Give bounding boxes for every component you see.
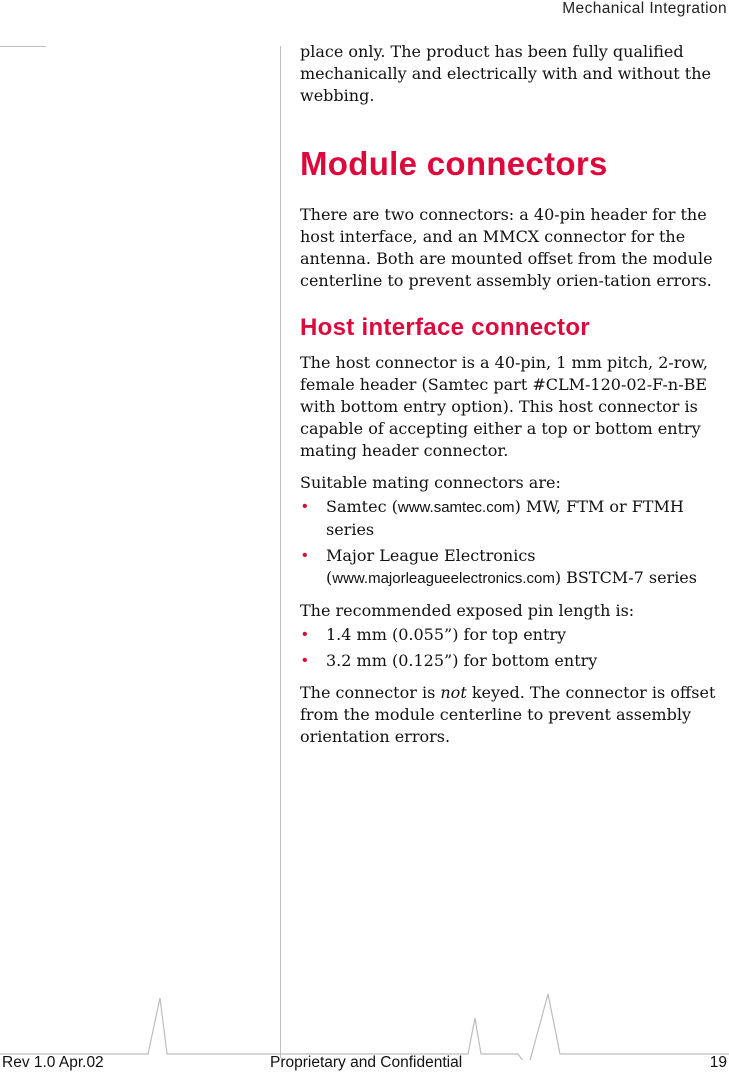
footer-waveform-decoration: [0, 990, 729, 1060]
footer-confidentiality: Proprietary and Confidential: [270, 1054, 463, 1071]
list-item-text: ) MW, FTM or FTMH series: [326, 497, 684, 539]
pin-length-intro: The recommended exposed pin length is:: [300, 601, 635, 620]
bullet-icon: •: [302, 498, 308, 515]
list-item-text: 1.4 mm (0.055”) for top entry: [326, 625, 567, 644]
keyed-text: The connector is: [300, 683, 441, 702]
keyed-text: keyed. The connector is offset from the module centerline to prevent assembly orientation errors.: [300, 683, 716, 746]
samtec-link[interactable]: www.samtec.com: [397, 499, 515, 516]
list-item: [300, 496, 729, 541]
list-item: [300, 545, 729, 590]
header-rule: [0, 46, 46, 47]
keyed-paragraph: [300, 682, 729, 748]
pin-length-list: [300, 624, 729, 672]
mating-connectors-list: [300, 496, 729, 590]
margin-rule: [280, 46, 281, 1058]
running-header: Mechanical Integration: [562, 0, 727, 17]
host-interface-heading: Host interface connector: [300, 314, 590, 341]
host-connector-paragraph: The host connector is a 40-pin, 1 mm pitch, 2-row, female header (Samtec part #CLM-120-02-F-n-BE with bottom entry option). This host connector is capable of accepting either a top or bottom entry mating header connector.: [300, 353, 708, 460]
list-item-text: ) BSTCM-7 series: [554, 568, 697, 587]
module-connectors-paragraph: There are two connectors: a 40-pin header for the host interface, and an MMCX connector for the antenna. Both are mounted offset from the module centerline to prevent assembly orien-tation errors.: [300, 205, 713, 290]
mating-connectors-intro: Suitable mating connectors are:: [300, 473, 561, 492]
list-item-text: 3.2 mm (0.125”) for bottom entry: [326, 651, 598, 670]
bullet-icon: •: [302, 652, 308, 669]
bullet-icon: •: [302, 547, 308, 564]
majorleague-link[interactable]: www.majorleagueelectronics.com: [332, 570, 555, 587]
list-item: [300, 624, 729, 646]
footer-revision: Rev 1.0 Apr.02: [2, 1054, 104, 1071]
list-item: [300, 650, 729, 672]
intro-continuation: place only. The product has been fully qualified mechanically and electrically with and without the webbing.: [300, 42, 711, 105]
module-connectors-heading: Module connectors: [300, 145, 608, 182]
page-body: [300, 41, 729, 748]
bullet-icon: •: [302, 626, 308, 643]
footer-page-number: 19: [709, 1054, 727, 1071]
not-emphasis: not: [440, 683, 467, 702]
list-item-text: Samtec (: [326, 497, 398, 516]
list-item-text: Major League Electronics (: [326, 546, 536, 587]
